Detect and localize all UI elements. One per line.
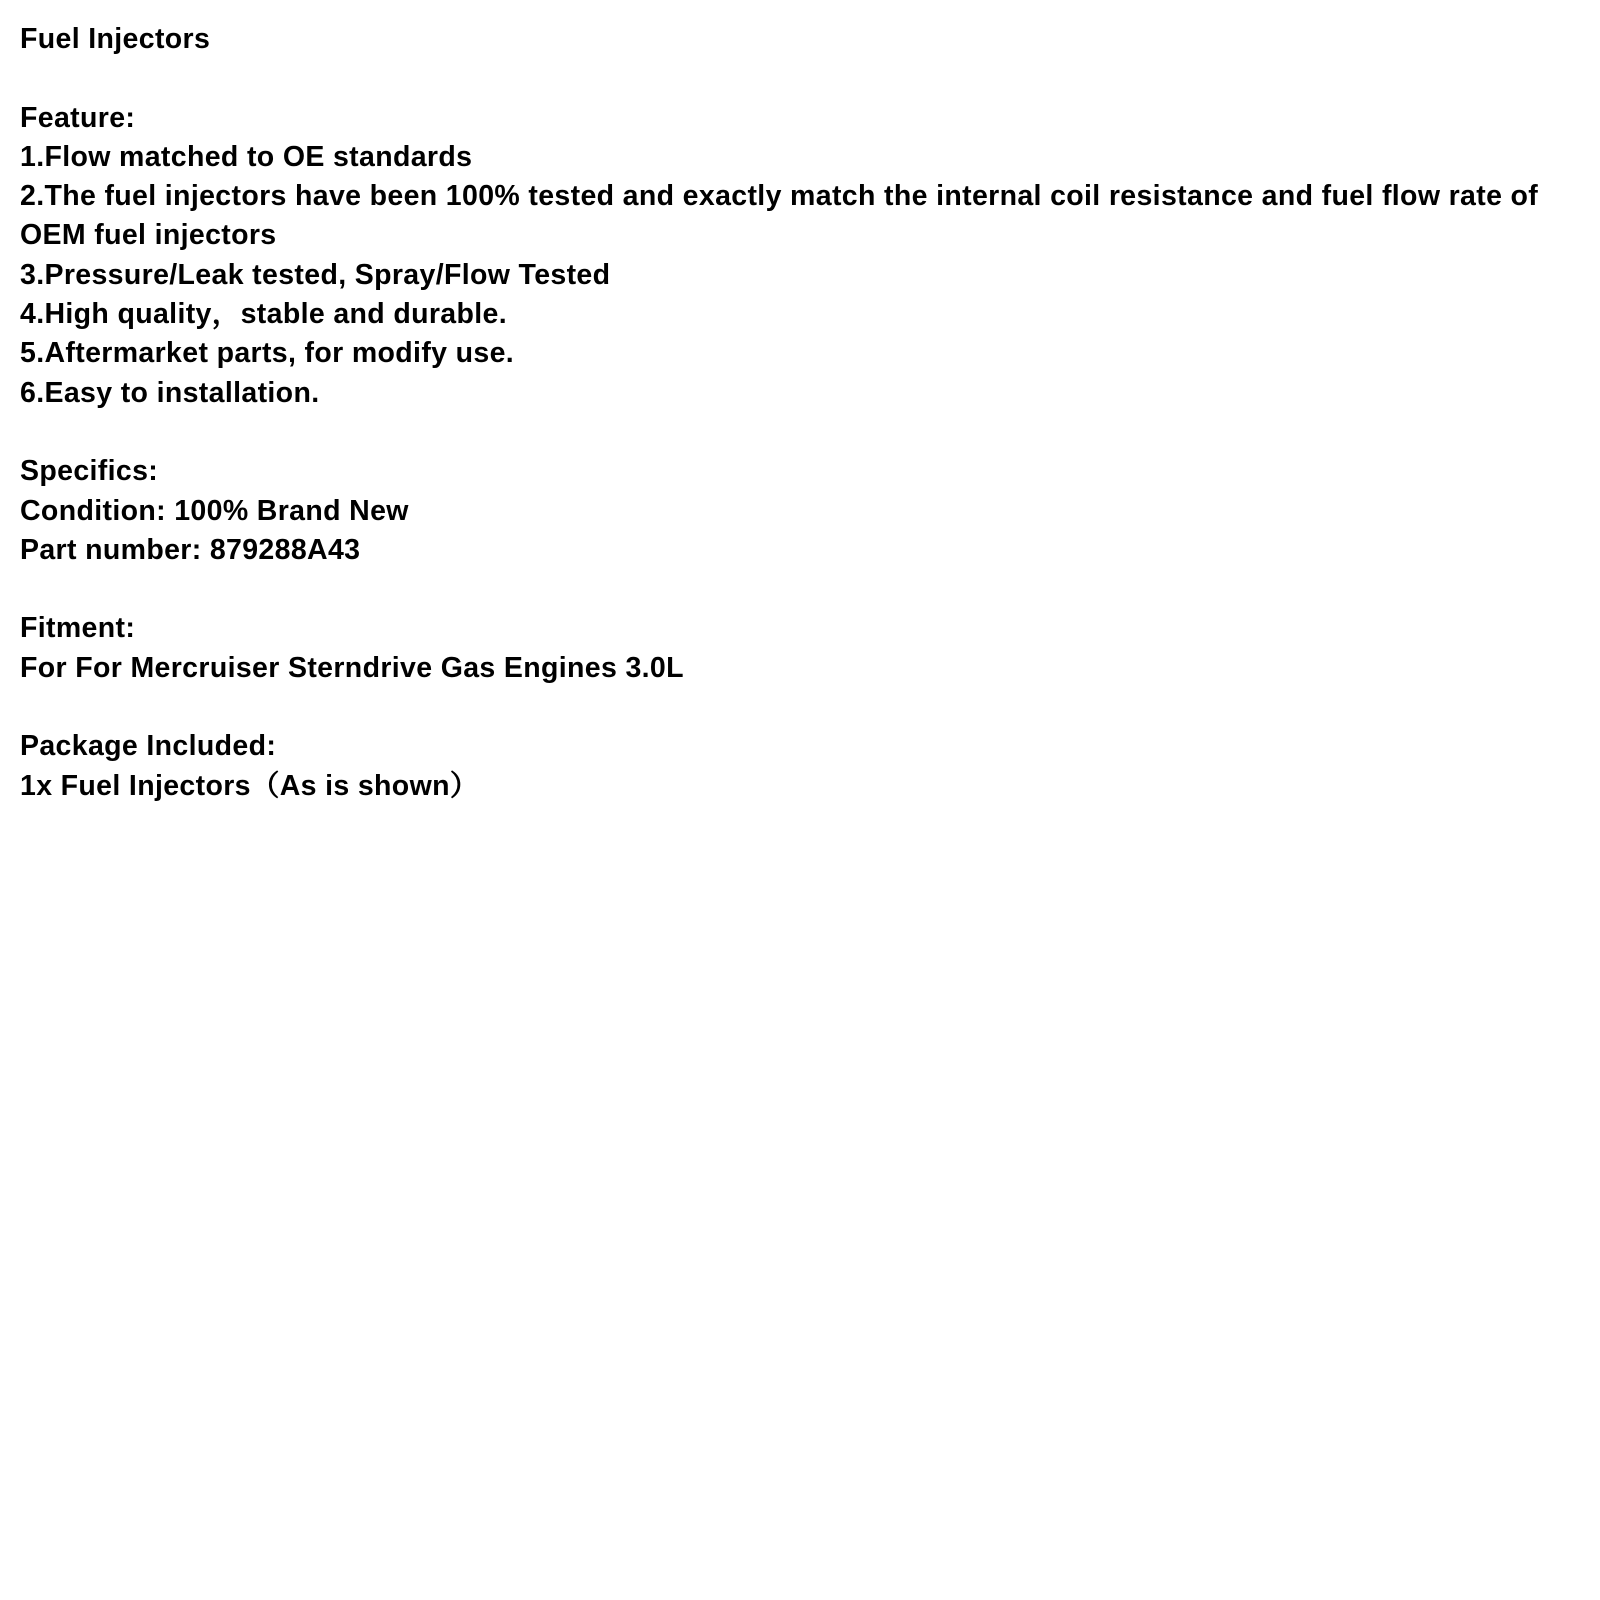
spacer: [20, 688, 1580, 727]
spacer: [20, 570, 1580, 609]
fitment-section: [20, 609, 1580, 688]
part-number-text: Part number: 879288A43: [20, 533, 361, 566]
spacer: [20, 413, 1580, 452]
fitment-heading: Fitment:: [20, 612, 136, 645]
feature-section: [20, 99, 1580, 413]
feature-item: 6.Easy to installation.: [20, 376, 320, 409]
feature-item: 2.The fuel injectors have been 100% tested and exactly match the internal coil resistance and fuel flow rate of OEM fuel injectors: [20, 180, 1547, 252]
specifics-section: [20, 452, 1580, 570]
feature-item: 1.Flow matched to OE standards: [20, 140, 473, 173]
package-text: 1x Fuel Injectors（As is shown）: [20, 769, 479, 802]
package-heading: Package Included:: [20, 730, 277, 763]
condition-text: Condition: 100% Brand New: [20, 494, 409, 527]
feature-item: 3.Pressure/Leak tested, Spray/Flow Tested: [20, 258, 611, 291]
package-section: [20, 727, 1580, 806]
fitment-text: For For Mercruiser Sterndrive Gas Engines 3.0L: [20, 651, 684, 684]
feature-heading: Feature:: [20, 101, 136, 134]
specifics-heading: Specifics:: [20, 455, 159, 488]
feature-item: 4.High quality，stable and durable.: [20, 298, 507, 331]
feature-item: 5.Aftermarket parts, for modify use.: [20, 337, 515, 370]
product-description: [20, 20, 1580, 806]
document-title: Fuel Injectors: [20, 23, 211, 55]
spacer: [20, 59, 1580, 98]
